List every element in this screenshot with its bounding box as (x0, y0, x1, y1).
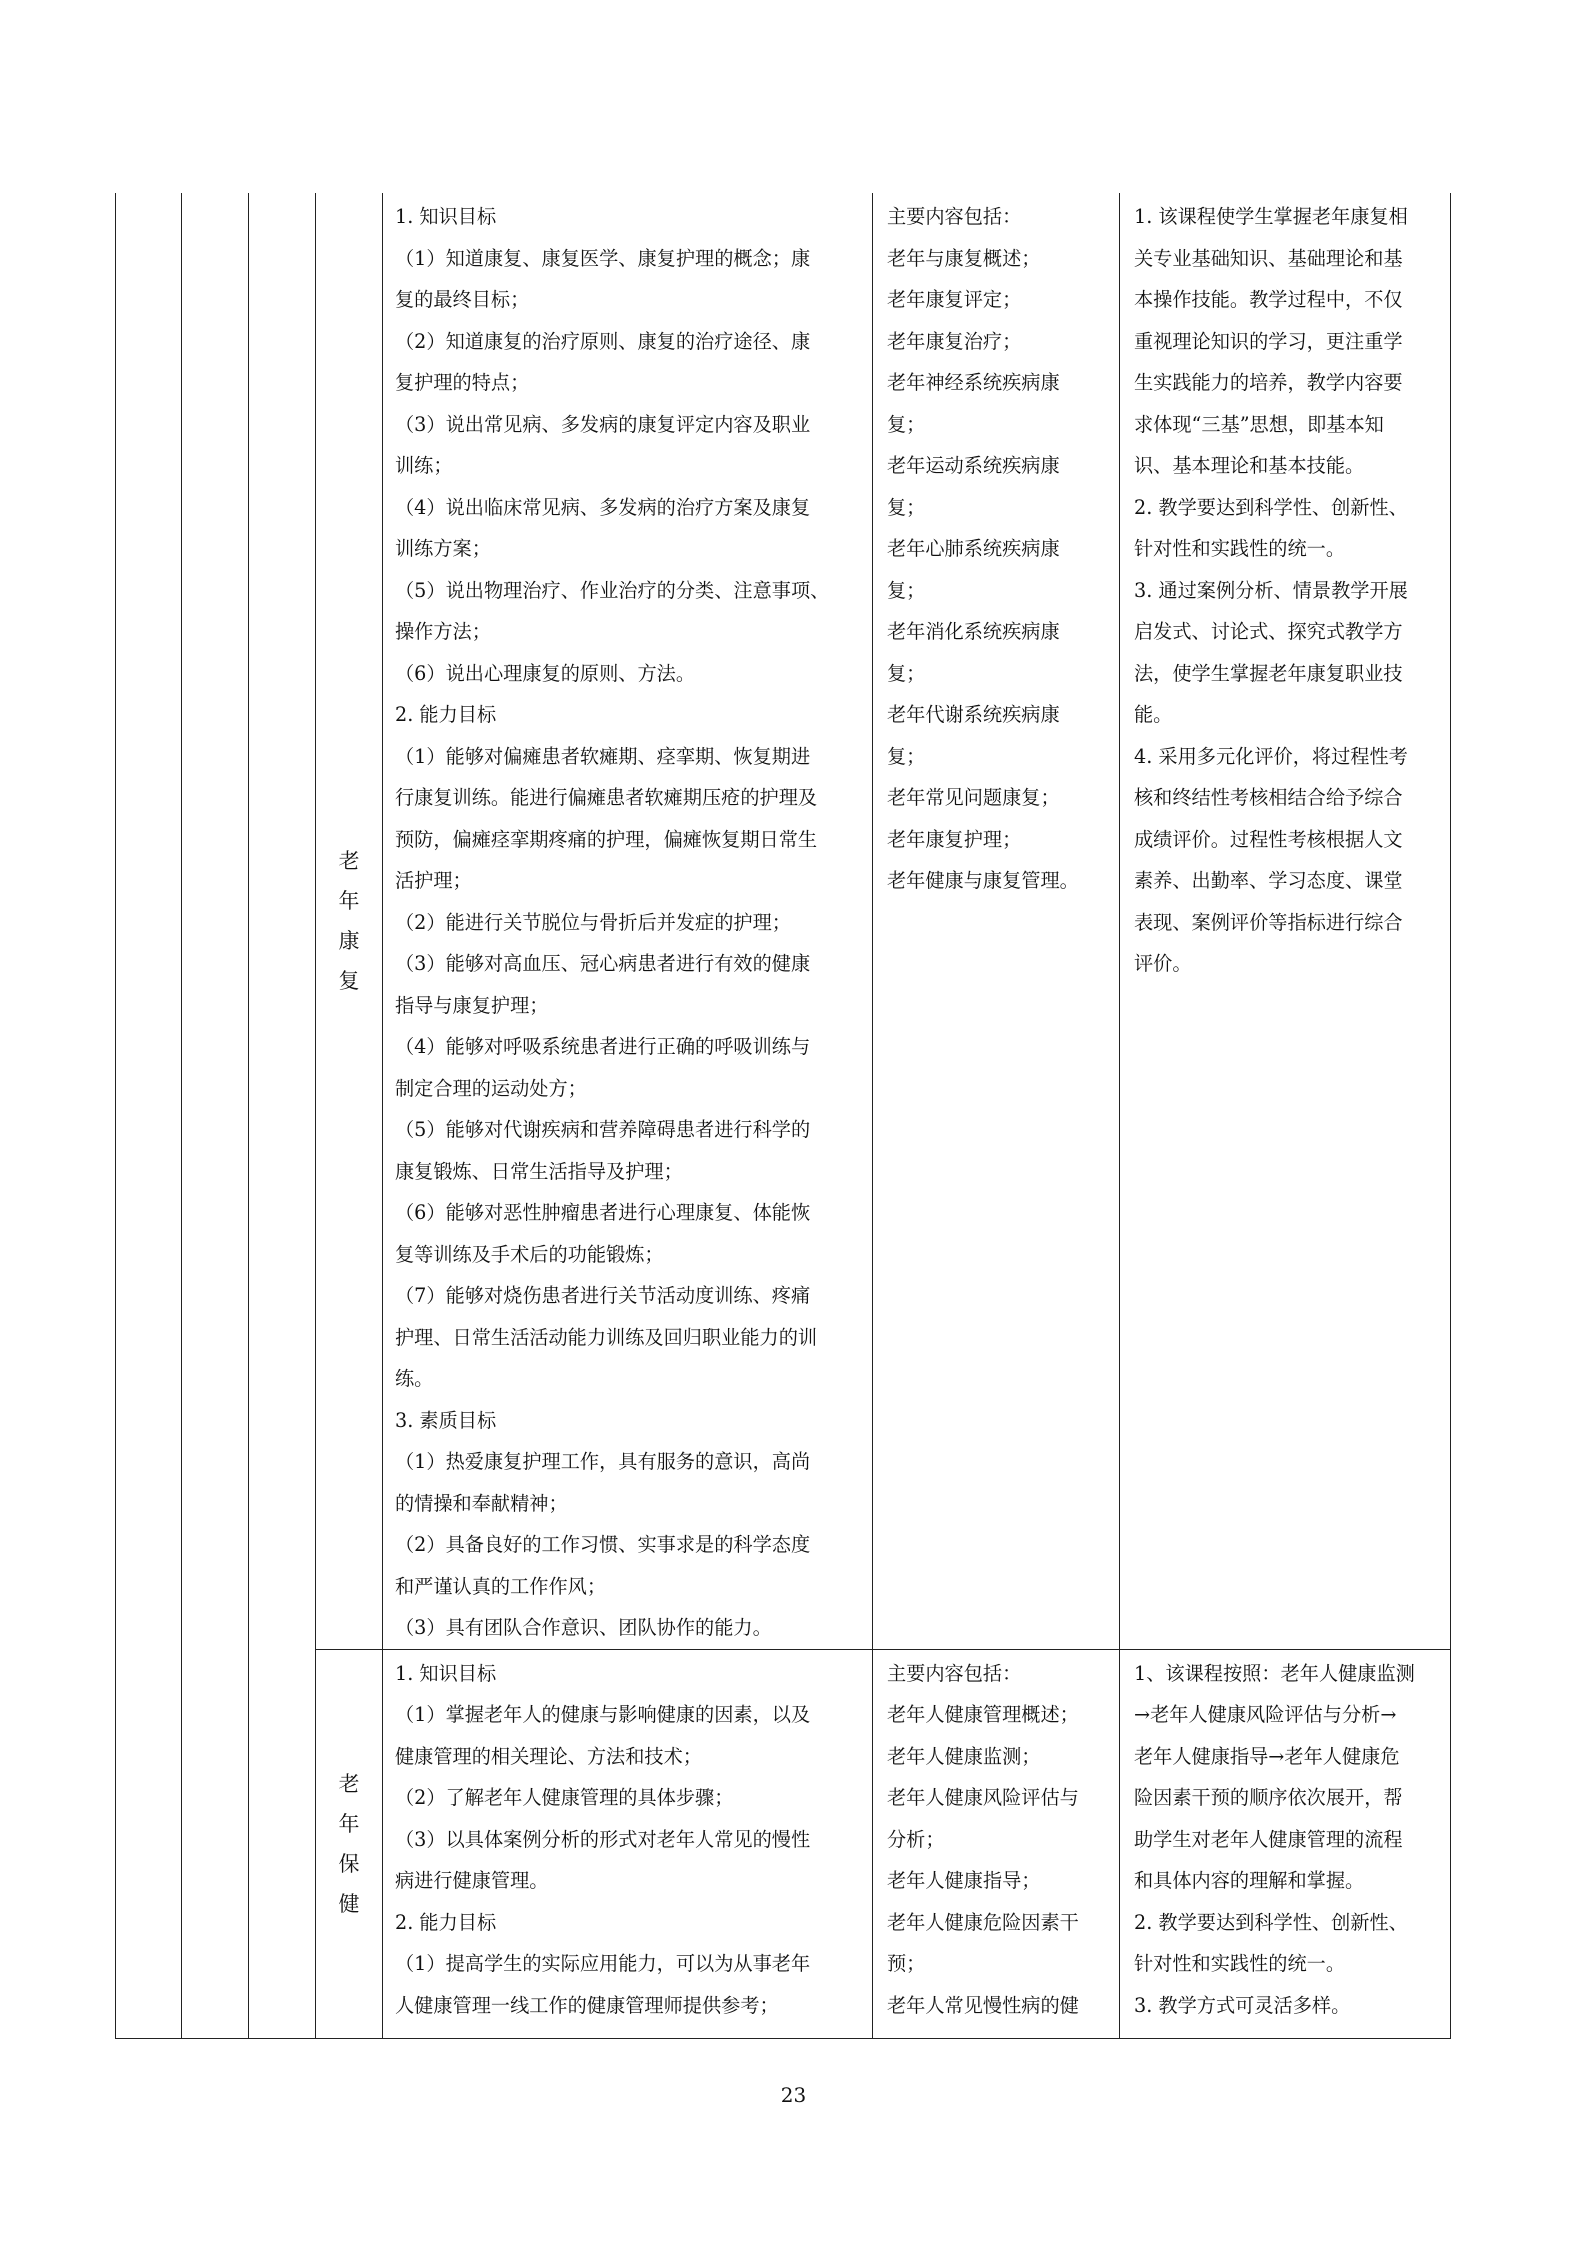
text-line: 1. 知识目标 (395, 1661, 497, 1685)
text-line: 分析； (887, 1827, 945, 1851)
text-line: 复等训练及手术后的功能锻炼； (395, 1242, 664, 1266)
text-line: 年 (338, 888, 360, 913)
text-line: 1、该课程按照：老年人健康监测 (1134, 1661, 1415, 1685)
text-line: 复； (887, 412, 926, 436)
text-line: （5）说出物理治疗、作业治疗的分类、注意事项、 (395, 578, 830, 602)
curriculum-table (115, 193, 1451, 2039)
text-line: 复； (887, 744, 926, 768)
text-line: 保 (338, 1851, 360, 1876)
text-line: 启发式、讨论式、探究式教学方 (1134, 620, 1403, 643)
text-line: 3. 教学方式可灵活多样。 (1134, 1993, 1351, 2017)
text-line: 康 (338, 928, 360, 953)
requirements-text (1120, 1650, 1450, 2027)
text-line: 针对性和实践性的统一。 (1134, 1952, 1346, 1975)
text-line: 1. 知识目标 (395, 205, 497, 228)
text-line: 复； (887, 495, 926, 519)
text-line: （3）说出常见病、多发病的康复评定内容及职业 (395, 412, 811, 436)
text-line: 3. 通过案例分析、情景教学开展 (1134, 578, 1408, 602)
text-line: 素养、出勤率、学习态度、课堂 (1134, 869, 1403, 892)
content-cell (873, 193, 1120, 1649)
text-line: 表现、案例评价等指标进行综合 (1134, 910, 1403, 934)
empty-cell-col2 (182, 193, 249, 2038)
text-line: 训练方案； (395, 537, 491, 560)
text-line: 老年常见问题康复； (887, 786, 1060, 809)
text-line: 操作方法； (395, 620, 491, 643)
text-line: 健康管理的相关理论、方法和技术； (395, 1744, 702, 1768)
text-line: 3. 素质目标 (395, 1408, 497, 1432)
text-line: （3）以具体案例分析的形式对老年人常见的慢性 (395, 1827, 811, 1851)
text-line: 老 (338, 848, 360, 873)
text-line: 复的最终目标； (395, 288, 530, 311)
text-line: 老年心肺系统疾病康 (887, 537, 1060, 560)
text-line: 老年人健康风险评估与 (887, 1786, 1079, 1809)
text-line: 复； (887, 578, 926, 602)
objectives-cell (383, 1649, 873, 2038)
text-line: 关专业基础知识、基础理论和基 (1134, 246, 1403, 270)
text-line: （1）提高学生的实际应用能力，可以为从事老年 (395, 1952, 811, 1975)
text-line: 老年神经系统疾病康 (887, 371, 1060, 394)
text-line: 复 (338, 968, 360, 993)
text-line: （7）能够对烧伤患者进行关节活动度训练、疼痛 (395, 1284, 811, 1307)
text-line: 老年人常见慢性病的健 (887, 1993, 1079, 2017)
text-line: （2）能进行关节脱位与骨折后并发症的护理； (395, 910, 791, 934)
text-line: 老年康复护理； (887, 827, 1022, 851)
empty-cell-col3 (249, 193, 316, 2038)
text-line: 预； (887, 1952, 926, 1975)
text-line: （6）能够对恶性肿瘤患者进行心理康复、体能恢 (395, 1201, 811, 1224)
text-line: （2）知道康复的治疗原则、康复的治疗途径、康 (395, 329, 811, 353)
text-line: 的情操和奉献精神； (395, 1491, 568, 1515)
text-line: 2. 教学要达到科学性、创新性、 (1134, 495, 1408, 519)
text-line: 行康复训练。能进行偏瘫患者软瘫期压疮的护理及 (395, 786, 818, 809)
text-line: 指导与康复护理； (395, 993, 549, 1017)
text-line: 康复锻炼、日常生活指导及护理； (395, 1159, 683, 1183)
text-line: （2）具备良好的工作习惯、实事求是的科学态度 (395, 1533, 811, 1556)
text-line: 病进行健康管理。 (395, 1869, 549, 1892)
text-line: 法，使学生掌握老年康复职业技 (1134, 661, 1403, 685)
text-line: 2. 教学要达到科学性、创新性、 (1134, 1910, 1408, 1934)
objectives-text (383, 193, 872, 1649)
empty-cell-col1 (116, 193, 182, 2038)
text-line: →老年人健康风险评估与分析→ (1134, 1703, 1397, 1726)
text-line: 4. 采用多元化评价，将过程性考 (1134, 744, 1408, 768)
text-line: 本操作技能。教学过程中，不仅 (1134, 288, 1403, 311)
text-line: 老年康复治疗； (887, 329, 1022, 353)
text-line: 老年健康与康复管理。 (887, 869, 1079, 892)
text-line: 2. 能力目标 (395, 703, 497, 726)
text-line: 老年康复评定； (887, 288, 1022, 311)
text-line: 复； (887, 661, 926, 685)
objectives-cell (383, 193, 873, 1649)
text-line: 训练； (395, 454, 453, 477)
text-line: 老年代谢系统疾病康 (887, 703, 1060, 726)
text-line: 制定合理的运动处方； (395, 1076, 587, 1100)
text-line: 老年运动系统疾病康 (887, 454, 1060, 477)
text-line: 护理、日常生活活动能力训练及回归职业能力的训 (395, 1325, 818, 1349)
content-text (873, 1650, 1119, 2027)
text-line: 核和终结性考核相结合给予综合 (1134, 786, 1403, 809)
text-line: （4）能够对呼吸系统患者进行正确的呼吸训练与 (395, 1035, 811, 1058)
text-line: 人健康管理一线工作的健康管理师提供参考； (395, 1993, 779, 2017)
text-line: 复护理的特点； (395, 371, 530, 394)
text-line: 主要内容包括： (887, 1661, 1022, 1685)
requirements-text (1120, 193, 1450, 985)
text-line: （5）能够对代谢疾病和营养障碍患者进行科学的 (395, 1118, 811, 1141)
requirements-cell (1120, 193, 1451, 1649)
text-line: 老年人健康管理概述； (887, 1703, 1079, 1726)
course-name-cell (316, 1649, 383, 2038)
text-line: （6）说出心理康复的原则、方法。 (395, 661, 696, 685)
text-line: 老年消化系统疾病康 (887, 620, 1060, 643)
text-line: 重视理论知识的学习，更注重学 (1134, 329, 1403, 353)
text-line: （1）能够对偏瘫患者软瘫期、痉挛期、恢复期进 (395, 744, 811, 768)
text-line: 1. 该课程使学生掌握老年康复相 (1134, 205, 1408, 228)
text-line: 老年人健康危险因素干 (887, 1910, 1079, 1934)
text-line: 老 (338, 1771, 360, 1796)
text-line: 能。 (1134, 703, 1173, 726)
text-line: 和严谨认真的工作作风； (395, 1574, 607, 1598)
text-line: 助学生对老年人健康管理的流程 (1134, 1827, 1403, 1851)
text-line: 求体现“三基”思想，即基本知 (1134, 412, 1384, 436)
text-line: 练。 (395, 1367, 434, 1390)
text-line: 老年人健康指导→老年人健康危 (1134, 1744, 1400, 1768)
content-text (873, 193, 1119, 902)
text-line: （4）说出临床常见病、多发病的治疗方案及康复 (395, 495, 811, 519)
text-line: 成绩评价。过程性考核根据人文 (1134, 827, 1403, 851)
text-line: 主要内容包括： (887, 205, 1022, 228)
text-line: 评价。 (1134, 952, 1192, 975)
text-line: （3）能够对高血压、冠心病患者进行有效的健康 (395, 952, 811, 975)
text-line: 活护理； (395, 869, 472, 892)
text-line: 生实践能力的培养，教学内容要 (1134, 371, 1403, 394)
objectives-text (383, 1650, 872, 2027)
text-line: （1）掌握老年人的健康与影响健康的因素，以及 (395, 1703, 811, 1726)
text-line: 年 (338, 1811, 360, 1836)
table-row (116, 193, 1451, 1649)
text-line: 预防，偏瘫痉挛期疼痛的护理，偏瘫恢复期日常生 (395, 827, 818, 851)
requirements-cell (1120, 1649, 1451, 2038)
text-line: 健 (338, 1891, 360, 1916)
table-row (116, 1649, 1451, 2038)
text-line: （3）具有团队合作意识、团队协作的能力。 (395, 1616, 772, 1639)
text-line: （2）了解老年人健康管理的具体步骤； (395, 1786, 734, 1809)
content-cell (873, 1649, 1120, 2038)
text-line: 老年与康复概述； (887, 246, 1041, 270)
text-line: 险因素干预的顺序依次展开，帮 (1134, 1786, 1403, 1809)
text-line: 老年人健康监测； (887, 1744, 1041, 1768)
course-name-cell (316, 193, 383, 1649)
text-line: 针对性和实践性的统一。 (1134, 537, 1346, 560)
text-line: 识、基本理论和基本技能。 (1134, 454, 1365, 477)
page-number: 23 (780, 2083, 807, 2107)
text-line: （1）热爱康复护理工作，具有服务的意识，高尚 (395, 1450, 811, 1473)
text-line: 和具体内容的理解和掌握。 (1134, 1869, 1365, 1892)
course-name (316, 841, 382, 1001)
text-line: （1）知道康复、康复医学、康复护理的概念；康 (395, 246, 811, 270)
course-name (316, 1764, 382, 1924)
text-line: 老年人健康指导； (887, 1869, 1041, 1892)
text-line: 2. 能力目标 (395, 1910, 497, 1934)
